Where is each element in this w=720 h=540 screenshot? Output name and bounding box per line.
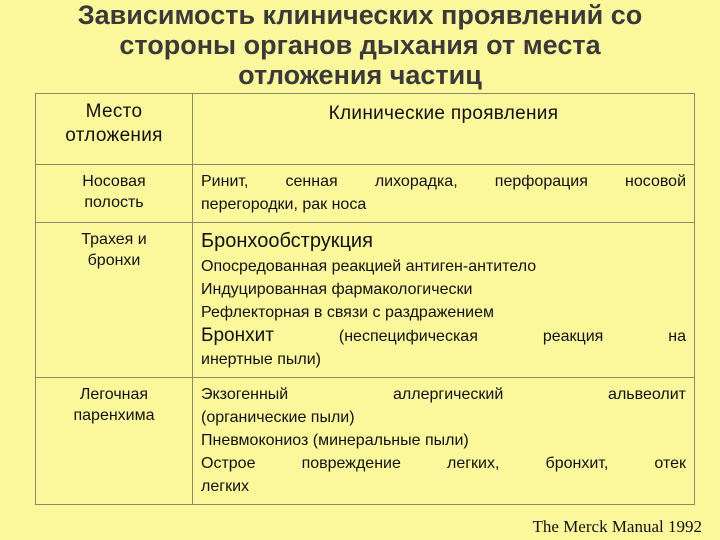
text-line: (органические пыли) bbox=[201, 409, 355, 426]
table-row bbox=[36, 378, 695, 505]
header-manifestations: Клинические проявления bbox=[193, 94, 695, 165]
table-header-row bbox=[36, 94, 695, 165]
text-line: инертные пыли) bbox=[201, 351, 321, 368]
table-row bbox=[36, 165, 695, 223]
table-row bbox=[36, 223, 695, 378]
text-fragment: (неспецифическая реакция на bbox=[338, 328, 686, 345]
slide-title: Зависимость клинических проявлений со стороны органов дыхания от места отложения частиц bbox=[77, 0, 643, 90]
source-credit: The Merck Manual 1992 bbox=[532, 517, 702, 536]
text-line: Ринит, сенная лихорадка, перфорация носовой bbox=[201, 173, 686, 190]
text-line: перегородки, рак носа bbox=[201, 196, 367, 213]
row-place-trachea: Трахея и бронхи bbox=[36, 223, 193, 378]
text-line: Острое повреждение легких, бронхит, отек bbox=[201, 455, 686, 472]
clinical-table bbox=[35, 93, 695, 505]
text-line: Пневмокониоз (минеральные пыли) bbox=[201, 432, 469, 449]
text-line-heading: Бронхообструкция bbox=[201, 230, 373, 252]
text-line: Рефлекторная в связи с раздражением bbox=[201, 304, 494, 321]
text-line bbox=[201, 324, 686, 348]
row-place-parenchyma: Легочная паренхима bbox=[36, 378, 193, 505]
row-place-nasal: Носовая полость bbox=[36, 165, 193, 223]
text-line-heading: Бронхит bbox=[201, 325, 274, 346]
row-manifestations-parenchyma bbox=[193, 378, 695, 505]
text-line: Экзогенный аллергический альвеолит bbox=[201, 386, 686, 403]
text-line: Индуцированная фармакологически bbox=[201, 281, 473, 298]
header-place: Место отложения bbox=[36, 94, 193, 165]
row-manifestations-nasal bbox=[193, 165, 695, 223]
row-manifestations-trachea bbox=[193, 223, 695, 378]
text-line: легких bbox=[201, 478, 250, 495]
text-line: Опосредованная реакцией антиген-антитело bbox=[201, 258, 537, 275]
